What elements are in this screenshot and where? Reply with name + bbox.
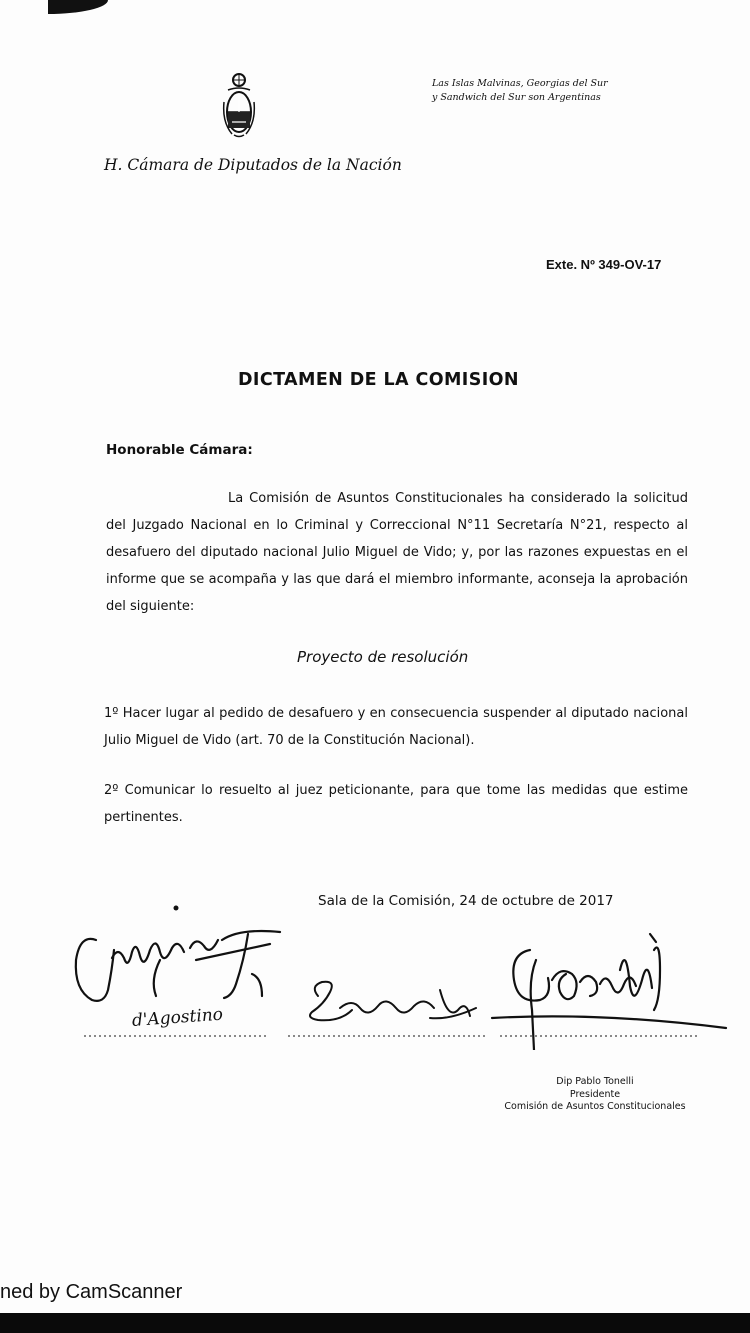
signatures-area: [0, 900, 750, 1050]
resolution-article-2: 2º Comunicar lo resuelto al juez peticionante, para que tome las medidas que estime pertinentes.: [104, 783, 688, 825]
president-name: Dip Pablo Tonelli: [556, 1076, 634, 1087]
file-number: Exte. Nº 349-OV-17: [546, 257, 662, 272]
place-and-date: Sala de la Comisión, 24 de octubre de 2017: [318, 893, 614, 909]
malvinas-motto: [432, 77, 632, 105]
president-signature-block: [480, 1076, 710, 1114]
resolution-article-1: 1º Hacer lugar al pedido de desafuero y en consecuencia suspender al diputado nacional Julio Miguel de Vido (art. 70 de la Constitución Nacional).: [104, 706, 688, 748]
coat-of-arms-icon: [222, 72, 256, 138]
resolution-heading: Proyecto de resolución: [297, 648, 469, 666]
scan-edge-shape: [48, 0, 108, 14]
salutation: Honorable Cámara:: [106, 442, 253, 458]
president-committee: Comisión de Asuntos Constitucionales: [504, 1101, 686, 1112]
chamber-name: H. Cámara de Diputados de la Nación: [104, 156, 402, 174]
president-role: Presidente: [569, 1088, 621, 1100]
motto-line-2: y Sandwich del Sur son Argentinas: [432, 92, 601, 103]
ink-dot: [174, 906, 179, 911]
signature-3: [492, 934, 726, 1050]
scanner-watermark: ned by CamScanner: [0, 1281, 183, 1303]
intro-paragraph: La Comisión de Asuntos Constitucionales ha considerado la solicitud del Juzgado Nacional en lo Criminal y Correccional N°11 Secretaría N°21, respecto al desafuero del diputado nacional Julio Miguel de Vido; y, por las razones expuestas en el informe que se acompaña y las que dará el miembro informante, aconseja la aprobación del siguiente:: [106, 491, 688, 614]
signature-1-name: d'Agostino: [131, 1004, 224, 1031]
document-title: DICTAMEN DE LA COMISION: [238, 370, 519, 390]
motto-line-1: Las Islas Malvinas, Georgias del Sur: [432, 78, 608, 89]
signature-1: [76, 931, 280, 1001]
signature-2: [310, 982, 476, 1021]
scan-bottom-edge: [0, 1313, 750, 1333]
